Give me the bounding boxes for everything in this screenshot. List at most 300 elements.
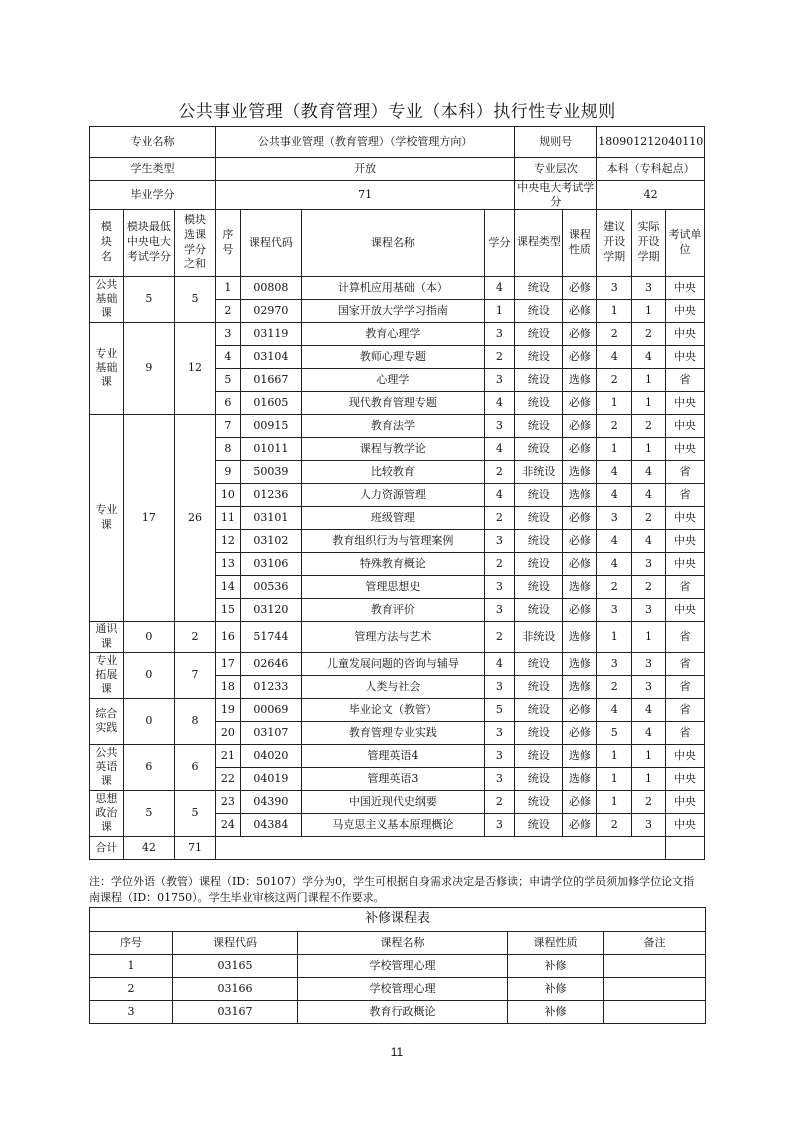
page-title: 公共事业管理（教育管理）专业（本科）执行性专业规则	[178, 102, 616, 122]
course-credits: 3	[484, 414, 515, 437]
table-row	[90, 276, 705, 299]
column-header: 建议开设学期	[597, 209, 632, 276]
suggested-term: 1	[597, 790, 632, 813]
course-name: 教师心理专题	[302, 345, 484, 368]
course-nature: 选修	[563, 744, 597, 767]
course-credits: 2	[484, 345, 515, 368]
header-row-major	[90, 127, 705, 158]
course-name: 管理英语3	[302, 767, 484, 790]
course-credits: 4	[484, 391, 515, 414]
total-row	[90, 836, 705, 859]
course-credits: 4	[484, 652, 515, 675]
module-min-credits: 0	[123, 652, 174, 698]
course-type: 统设	[515, 345, 563, 368]
actual-term: 1	[632, 744, 666, 767]
course-credits: 2	[484, 621, 515, 652]
course-code: 04390	[240, 790, 301, 813]
course-type: 统设	[515, 368, 563, 391]
column-header: 课程名称	[302, 209, 484, 276]
course-credits: 3	[484, 767, 515, 790]
supplement-row	[90, 1001, 706, 1024]
course-type: 统设	[515, 767, 563, 790]
course-code: 04020	[240, 744, 301, 767]
course-name: 马克思主义基本原理概论	[302, 813, 484, 836]
actual-term: 4	[632, 529, 666, 552]
course-nature: 选修	[563, 767, 597, 790]
suggested-term: 4	[597, 529, 632, 552]
course-code: 00915	[240, 414, 301, 437]
actual-term: 3	[632, 813, 666, 836]
exam-unit: 中央	[665, 299, 704, 322]
course-code: 50039	[240, 460, 301, 483]
suggested-term: 2	[597, 675, 632, 698]
suggested-term: 2	[597, 322, 632, 345]
credits-label: 毕业学分	[90, 181, 216, 210]
course-nature: 必修	[563, 813, 597, 836]
suggested-term: 2	[597, 813, 632, 836]
course-name: 班级管理	[302, 506, 484, 529]
course-code: 04384	[240, 813, 301, 836]
course-nature: 选修	[563, 621, 597, 652]
total-label: 合计	[90, 836, 124, 859]
course-code: 03102	[240, 529, 301, 552]
supplement-cell: 学校管理心理	[298, 955, 508, 978]
course-code: 00536	[240, 575, 301, 598]
supplement-cell: 教育行政概论	[298, 1001, 508, 1024]
actual-term: 4	[632, 721, 666, 744]
course-name: 教育组织行为与管理案例	[302, 529, 484, 552]
suggested-term: 4	[597, 483, 632, 506]
exam-unit: 中央	[665, 529, 704, 552]
module-min-credits: 5	[123, 276, 174, 322]
column-header: 序号	[216, 209, 241, 276]
exam-unit: 中央	[665, 506, 704, 529]
actual-term: 4	[632, 345, 666, 368]
course-type: 统设	[515, 529, 563, 552]
supplement-column-header: 序号	[90, 932, 173, 955]
header-row-type	[90, 158, 705, 181]
course-seq: 3	[216, 322, 241, 345]
supplement-column-header: 课程代码	[173, 932, 298, 955]
actual-term: 4	[632, 460, 666, 483]
module-min-credits: 9	[123, 322, 174, 414]
course-seq: 14	[216, 575, 241, 598]
actual-term: 1	[632, 621, 666, 652]
course-seq: 5	[216, 368, 241, 391]
course-code: 01605	[240, 391, 301, 414]
column-header: 学分	[484, 209, 515, 276]
module-sum-credits: 5	[175, 276, 216, 322]
course-credits: 4	[484, 437, 515, 460]
suggested-term: 1	[597, 437, 632, 460]
course-name: 国家开放大学学习指南	[302, 299, 484, 322]
course-nature: 必修	[563, 345, 597, 368]
course-credits: 2	[484, 460, 515, 483]
total-blank-end	[665, 836, 704, 859]
course-code: 01236	[240, 483, 301, 506]
course-seq: 22	[216, 767, 241, 790]
course-nature: 必修	[563, 790, 597, 813]
supplement-cell: 1	[90, 955, 173, 978]
table-row	[90, 652, 705, 675]
exam-unit: 中央	[665, 598, 704, 621]
footnote: 注：学位外语（教管）课程（ID：50107）学分为0，学生可根据自身需求决定是否修读；申请学位的学员须加修学位论文指南课程（ID：01750）。学生毕业审核这两门课程不作要求。	[89, 875, 695, 904]
table-row	[90, 322, 705, 345]
column-header: 课程类型	[515, 209, 563, 276]
suggested-term: 1	[597, 744, 632, 767]
actual-term: 3	[632, 552, 666, 575]
exam-unit: 省	[665, 675, 704, 698]
table-row	[90, 621, 705, 652]
course-seq: 17	[216, 652, 241, 675]
course-type: 统设	[515, 575, 563, 598]
exam-unit: 中央	[665, 437, 704, 460]
module-name: 综合实践	[90, 698, 124, 744]
column-header: 考试单位	[665, 209, 704, 276]
course-name: 特殊教育概论	[302, 552, 484, 575]
course-seq: 20	[216, 721, 241, 744]
table-row	[90, 414, 705, 437]
course-type: 统设	[515, 437, 563, 460]
course-nature: 必修	[563, 598, 597, 621]
course-seq: 23	[216, 790, 241, 813]
module-min-credits: 0	[123, 698, 174, 744]
exam-unit: 中央	[665, 391, 704, 414]
course-name: 儿童发展问题的咨询与辅导	[302, 652, 484, 675]
exam-unit: 省	[665, 698, 704, 721]
course-nature: 必修	[563, 391, 597, 414]
supplement-cell: 03166	[173, 978, 298, 1001]
course-seq: 24	[216, 813, 241, 836]
course-seq: 10	[216, 483, 241, 506]
supplement-title: 补修课程表	[90, 908, 706, 932]
course-name: 管理英语4	[302, 744, 484, 767]
exam-unit: 省	[665, 621, 704, 652]
module-sum-credits: 2	[175, 621, 216, 652]
course-code: 02970	[240, 299, 301, 322]
actual-term: 1	[632, 437, 666, 460]
actual-term: 3	[632, 652, 666, 675]
course-name: 计算机应用基础（本）	[302, 276, 484, 299]
suggested-term: 2	[597, 414, 632, 437]
course-nature: 必修	[563, 276, 597, 299]
course-credits: 3	[484, 322, 515, 345]
actual-term: 2	[632, 790, 666, 813]
exam-unit: 中央	[665, 744, 704, 767]
module-sum-credits: 12	[175, 322, 216, 414]
actual-term: 3	[632, 675, 666, 698]
course-credits: 3	[484, 813, 515, 836]
exam-unit: 省	[665, 721, 704, 744]
course-code: 51744	[240, 621, 301, 652]
course-nature: 必修	[563, 506, 597, 529]
suggested-term: 3	[597, 506, 632, 529]
rule-no-label: 规则号	[515, 127, 597, 158]
exam-credits-value: 42	[597, 181, 705, 210]
actual-term: 1	[632, 299, 666, 322]
header-row-credits	[90, 181, 705, 210]
suggested-term: 5	[597, 721, 632, 744]
course-credits: 3	[484, 368, 515, 391]
course-code: 04019	[240, 767, 301, 790]
module-name: 思想政治课	[90, 790, 124, 836]
course-type: 统设	[515, 721, 563, 744]
supplement-cell: 3	[90, 1001, 173, 1024]
course-code: 03104	[240, 345, 301, 368]
actual-term: 4	[632, 483, 666, 506]
total-min: 42	[123, 836, 174, 859]
course-seq: 2	[216, 299, 241, 322]
column-header: 课程性质	[563, 209, 597, 276]
suggested-term: 3	[597, 276, 632, 299]
course-name: 教育法学	[302, 414, 484, 437]
course-name: 心理学	[302, 368, 484, 391]
module-name: 专业基础课	[90, 322, 124, 414]
exam-credits-label: 中央电大考试学分	[515, 181, 597, 210]
course-type: 统设	[515, 598, 563, 621]
actual-term: 2	[632, 575, 666, 598]
course-type: 非统设	[515, 460, 563, 483]
course-type: 统设	[515, 414, 563, 437]
course-nature: 选修	[563, 460, 597, 483]
module-name: 专业拓展课	[90, 652, 124, 698]
supplement-column-header: 备注	[604, 932, 706, 955]
module-sum-credits: 5	[175, 790, 216, 836]
course-nature: 必修	[563, 437, 597, 460]
suggested-term: 1	[597, 391, 632, 414]
actual-term: 1	[632, 368, 666, 391]
exam-unit: 中央	[665, 276, 704, 299]
supplement-header-row	[90, 932, 706, 955]
course-type: 统设	[515, 276, 563, 299]
actual-term: 3	[632, 276, 666, 299]
suggested-term: 1	[597, 299, 632, 322]
module-min-credits: 17	[123, 414, 174, 621]
course-code: 00808	[240, 276, 301, 299]
actual-term: 1	[632, 391, 666, 414]
course-seq: 19	[216, 698, 241, 721]
course-nature: 选修	[563, 675, 597, 698]
supplement-table	[89, 907, 706, 1024]
course-nature: 选修	[563, 483, 597, 506]
course-seq: 16	[216, 621, 241, 652]
actual-term: 3	[632, 598, 666, 621]
course-nature: 必修	[563, 698, 597, 721]
course-type: 统设	[515, 322, 563, 345]
module-name: 公共基础课	[90, 276, 124, 322]
supplement-cell: 补修	[508, 955, 604, 978]
course-type: 统设	[515, 813, 563, 836]
course-nature: 选修	[563, 575, 597, 598]
course-code: 02646	[240, 652, 301, 675]
supplement-cell: 2	[90, 978, 173, 1001]
course-type: 统设	[515, 506, 563, 529]
course-credits: 5	[484, 698, 515, 721]
course-credits: 3	[484, 744, 515, 767]
module-sum-credits: 8	[175, 698, 216, 744]
course-credits: 2	[484, 506, 515, 529]
course-code: 03107	[240, 721, 301, 744]
module-name: 专业课	[90, 414, 124, 621]
column-header: 模块最低中央电大考试学分	[123, 209, 174, 276]
exam-unit: 省	[665, 368, 704, 391]
course-code: 03119	[240, 322, 301, 345]
total-sum: 71	[175, 836, 216, 859]
course-credits: 2	[484, 552, 515, 575]
table-row	[90, 698, 705, 721]
module-min-credits: 0	[123, 621, 174, 652]
course-name: 现代教育管理专题	[302, 391, 484, 414]
suggested-term: 2	[597, 575, 632, 598]
curriculum-table	[89, 126, 705, 860]
module-min-credits: 5	[123, 790, 174, 836]
module-name: 公共英语课	[90, 744, 124, 790]
level-label: 专业层次	[515, 158, 597, 181]
major-value: 公共事业管理（教育管理）（学校管理方向）	[216, 127, 515, 158]
course-seq: 8	[216, 437, 241, 460]
course-seq: 9	[216, 460, 241, 483]
column-header: 模块名	[90, 209, 124, 276]
course-seq: 15	[216, 598, 241, 621]
course-seq: 1	[216, 276, 241, 299]
course-credits: 4	[484, 276, 515, 299]
course-nature: 选修	[563, 368, 597, 391]
course-type: 统设	[515, 552, 563, 575]
column-header: 课程代码	[240, 209, 301, 276]
course-name: 人力资源管理	[302, 483, 484, 506]
course-name: 比较教育	[302, 460, 484, 483]
module-sum-credits: 7	[175, 652, 216, 698]
course-seq: 13	[216, 552, 241, 575]
supplement-cell	[604, 978, 706, 1001]
supplement-cell: 补修	[508, 1001, 604, 1024]
suggested-term: 3	[597, 652, 632, 675]
course-credits: 4	[484, 483, 515, 506]
course-code: 03101	[240, 506, 301, 529]
course-nature: 必修	[563, 414, 597, 437]
course-seq: 11	[216, 506, 241, 529]
exam-unit: 中央	[665, 552, 704, 575]
exam-unit: 中央	[665, 790, 704, 813]
course-name: 管理思想史	[302, 575, 484, 598]
supplement-cell	[604, 955, 706, 978]
exam-unit: 中央	[665, 414, 704, 437]
course-seq: 21	[216, 744, 241, 767]
column-header-row	[90, 209, 705, 276]
course-type: 统设	[515, 790, 563, 813]
course-type: 统设	[515, 391, 563, 414]
course-nature: 必修	[563, 299, 597, 322]
column-header: 实际开设学期	[632, 209, 666, 276]
table-row	[90, 790, 705, 813]
supplement-cell: 补修	[508, 978, 604, 1001]
exam-unit: 省	[665, 652, 704, 675]
actual-term: 1	[632, 767, 666, 790]
suggested-term: 4	[597, 345, 632, 368]
supplement-row	[90, 955, 706, 978]
course-type: 统设	[515, 698, 563, 721]
course-type: 统设	[515, 299, 563, 322]
actual-term: 2	[632, 506, 666, 529]
course-name: 教育管理专业实践	[302, 721, 484, 744]
course-nature: 必修	[563, 529, 597, 552]
total-blank	[216, 836, 666, 859]
course-credits: 3	[484, 598, 515, 621]
course-credits: 1	[484, 299, 515, 322]
module-name: 通识课	[90, 621, 124, 652]
supplement-cell: 03167	[173, 1001, 298, 1024]
module-min-credits: 6	[123, 744, 174, 790]
supplement-row	[90, 978, 706, 1001]
suggested-term: 1	[597, 621, 632, 652]
supplement-cell	[604, 1001, 706, 1024]
course-credits: 3	[484, 529, 515, 552]
course-seq: 18	[216, 675, 241, 698]
course-name: 管理方法与艺术	[302, 621, 484, 652]
course-credits: 3	[484, 721, 515, 744]
suggested-term: 4	[597, 698, 632, 721]
module-sum-credits: 26	[175, 414, 216, 621]
course-nature: 必修	[563, 552, 597, 575]
course-credits: 3	[484, 575, 515, 598]
course-nature: 必修	[563, 721, 597, 744]
student-type-value: 开放	[216, 158, 515, 181]
course-type: 统设	[515, 483, 563, 506]
course-name: 毕业论文（教管）	[302, 698, 484, 721]
course-code: 01667	[240, 368, 301, 391]
actual-term: 2	[632, 414, 666, 437]
course-seq: 6	[216, 391, 241, 414]
exam-unit: 省	[665, 483, 704, 506]
course-code: 00069	[240, 698, 301, 721]
exam-unit: 省	[665, 460, 704, 483]
exam-unit: 中央	[665, 322, 704, 345]
supplement-column-header: 课程性质	[508, 932, 604, 955]
course-code: 03106	[240, 552, 301, 575]
course-type: 统设	[515, 744, 563, 767]
course-credits: 2	[484, 790, 515, 813]
course-code: 01011	[240, 437, 301, 460]
course-code: 03120	[240, 598, 301, 621]
exam-unit: 中央	[665, 345, 704, 368]
supplement-cell: 03165	[173, 955, 298, 978]
course-seq: 12	[216, 529, 241, 552]
suggested-term: 3	[597, 598, 632, 621]
module-sum-credits: 6	[175, 744, 216, 790]
course-type: 非统设	[515, 621, 563, 652]
course-credits: 3	[484, 675, 515, 698]
major-label: 专业名称	[90, 127, 216, 158]
supplement-cell: 学校管理心理	[298, 978, 508, 1001]
course-type: 统设	[515, 675, 563, 698]
course-type: 统设	[515, 652, 563, 675]
course-code: 01233	[240, 675, 301, 698]
course-name: 人类与社会	[302, 675, 484, 698]
exam-unit: 省	[665, 575, 704, 598]
course-nature: 选修	[563, 652, 597, 675]
student-type-label: 学生类型	[90, 158, 216, 181]
page-number: 11	[390, 1045, 404, 1059]
course-name: 课程与教学论	[302, 437, 484, 460]
actual-term: 2	[632, 322, 666, 345]
suggested-term: 1	[597, 767, 632, 790]
course-seq: 7	[216, 414, 241, 437]
suggested-term: 4	[597, 552, 632, 575]
course-nature: 必修	[563, 322, 597, 345]
suggested-term: 2	[597, 368, 632, 391]
course-name: 教育评价	[302, 598, 484, 621]
level-value: 本科（专科起点）	[597, 158, 705, 181]
